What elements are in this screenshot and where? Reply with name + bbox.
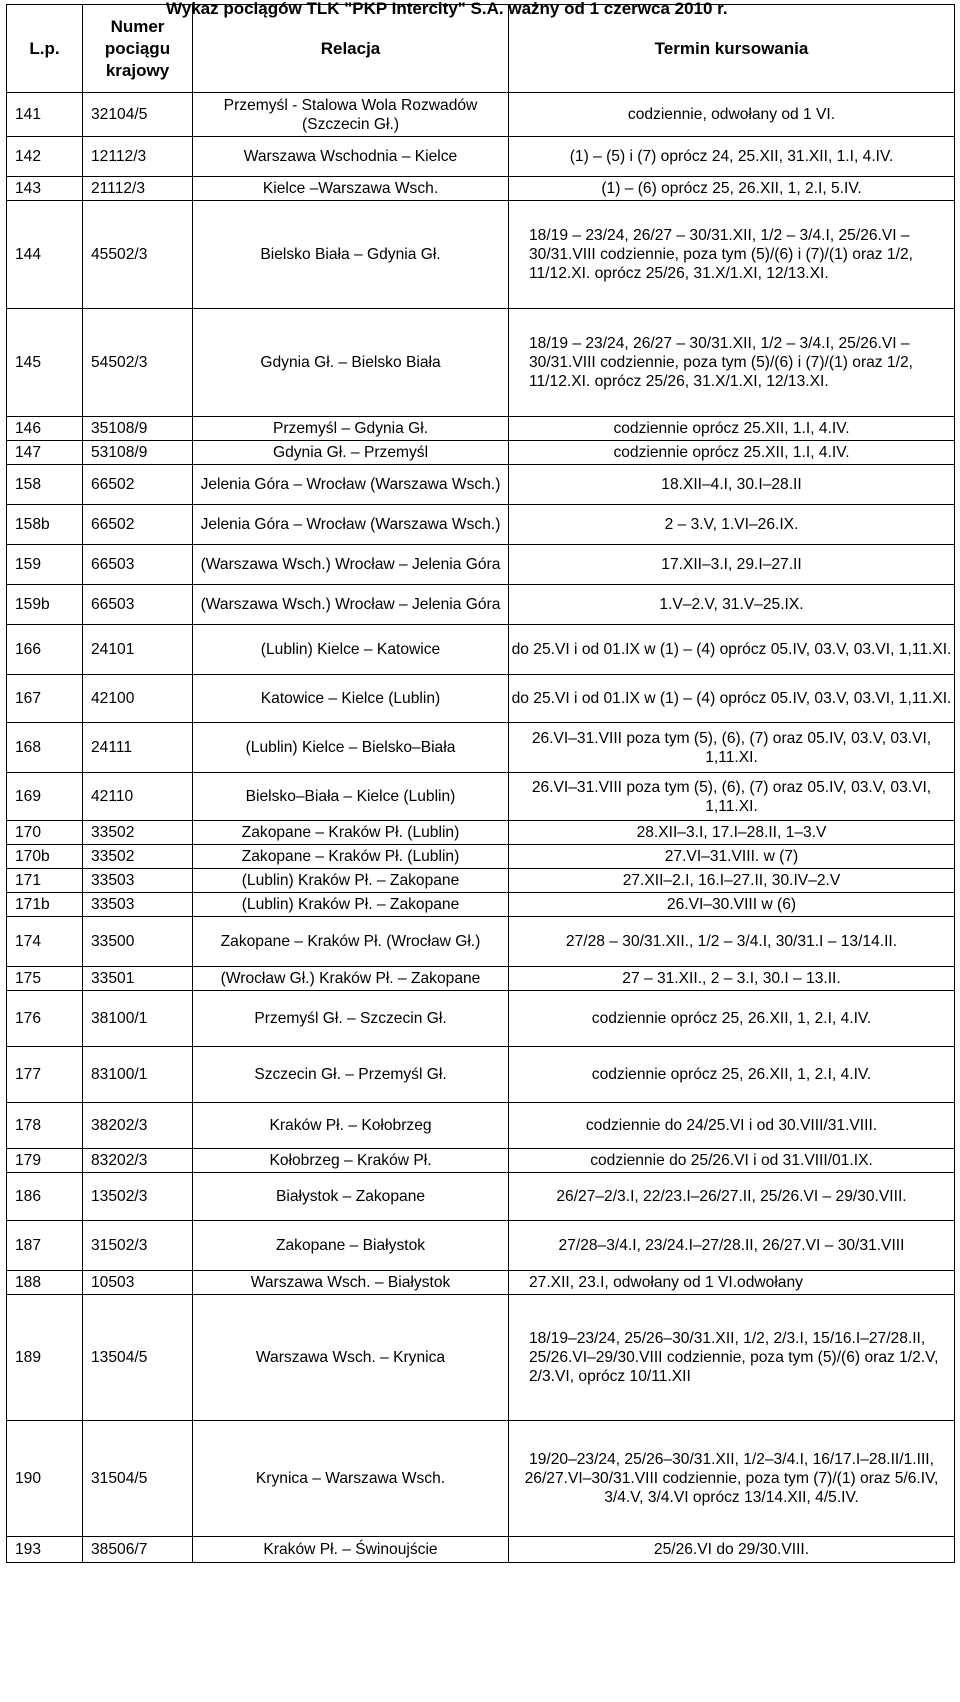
table-row [7, 869, 955, 893]
schedule-cell: 27.XII–2.I, 16.I–27.II, 30.IV–2.V [509, 869, 955, 893]
train-number-cell: 42110 [83, 773, 193, 821]
row-lp-cell: 171b [7, 893, 83, 917]
table-row [7, 1537, 955, 1563]
train-number-cell: 13504/5 [83, 1295, 193, 1421]
row-lp-cell: 158b [7, 505, 83, 545]
table-row [7, 1221, 955, 1271]
route-cell: Przemyśl – Gdynia Gł. [193, 417, 509, 441]
train-number-cell: 54502/3 [83, 309, 193, 417]
train-number-cell: 53108/9 [83, 441, 193, 465]
route-cell: Kołobrzeg – Kraków Pł. [193, 1149, 509, 1173]
route-cell: Krynica – Warszawa Wsch. [193, 1421, 509, 1537]
row-lp-cell: 141 [7, 93, 83, 137]
table-row [7, 201, 955, 309]
train-number-cell: 33502 [83, 821, 193, 845]
row-lp-cell: 146 [7, 417, 83, 441]
route-cell: (Warszawa Wsch.) Wrocław – Jelenia Góra [193, 585, 509, 625]
row-lp-cell: 177 [7, 1047, 83, 1103]
train-number-cell: 31504/5 [83, 1421, 193, 1537]
schedule-cell: 1.V–2.V, 31.V–25.IX. [509, 585, 955, 625]
table-row [7, 1149, 955, 1173]
schedule-cell: 18/19–23/24, 25/26–30/31.XII, 1/2, 2/3.I, 15/16.I–27/28.II, 25/26.VI–29/30.VIII codziennie, poza tym (5)/(6) oraz 1/2.V, 2/3.VI, oprócz 10/11.XII [509, 1295, 955, 1421]
table-row [7, 417, 955, 441]
row-lp-cell: 186 [7, 1173, 83, 1221]
schedule-cell: 26.VI–30.VIII w (6) [509, 893, 955, 917]
schedule-cell: 27 – 31.XII., 2 – 3.I, 30.I – 13.II. [509, 967, 955, 991]
route-cell: (Lublin) Kraków Pł. – Zakopane [193, 893, 509, 917]
schedule-cell: codziennie oprócz 25.XII, 1.I, 4.IV. [509, 441, 955, 465]
train-number-cell: 13502/3 [83, 1173, 193, 1221]
train-number-cell: 42100 [83, 675, 193, 723]
table-row [7, 773, 955, 821]
table-row [7, 1047, 955, 1103]
route-cell: Zakopane – Kraków Pł. (Lublin) [193, 845, 509, 869]
table-row [7, 1295, 955, 1421]
row-lp-cell: 187 [7, 1221, 83, 1271]
row-lp-cell: 168 [7, 723, 83, 773]
train-number-cell: 31502/3 [83, 1221, 193, 1271]
row-lp-cell: 142 [7, 137, 83, 177]
table-row [7, 893, 955, 917]
train-number-cell: 24101 [83, 625, 193, 675]
row-lp-cell: 188 [7, 1271, 83, 1295]
train-number-cell: 66503 [83, 585, 193, 625]
row-lp-cell: 170b [7, 845, 83, 869]
route-cell: (Lublin) Kraków Pł. – Zakopane [193, 869, 509, 893]
schedule-cell: 27.XII, 23.I, odwołany od 1 VI.odwołany [509, 1271, 955, 1295]
table-row [7, 1173, 955, 1221]
train-number-cell: 21112/3 [83, 177, 193, 201]
schedule-cell: 27.VI–31.VIII. w (7) [509, 845, 955, 869]
row-lp-cell: 166 [7, 625, 83, 675]
table-row [7, 967, 955, 991]
train-number-cell: 10503 [83, 1271, 193, 1295]
schedule-cell: (1) – (5) i (7) oprócz 24, 25.XII, 31.XII, 1.I, 4.IV. [509, 137, 955, 177]
train-number-cell: 33502 [83, 845, 193, 869]
row-lp-cell: 189 [7, 1295, 83, 1421]
row-lp-cell: 193 [7, 1537, 83, 1563]
route-cell: Jelenia Góra – Wrocław (Warszawa Wsch.) [193, 505, 509, 545]
row-lp-cell: 167 [7, 675, 83, 723]
header-route: Relacja [193, 5, 509, 93]
train-number-cell: 38202/3 [83, 1103, 193, 1149]
train-number-cell: 12112/3 [83, 137, 193, 177]
header-train-number: Numer pociągu krajowy [83, 5, 193, 93]
schedule-cell: codziennie do 25/26.VI i od 31.VIII/01.IX. [509, 1149, 955, 1173]
row-lp-cell: 175 [7, 967, 83, 991]
route-cell: Warszawa Wsch. – Krynica [193, 1295, 509, 1421]
route-cell: Warszawa Wsch. – Białystok [193, 1271, 509, 1295]
row-lp-cell: 159b [7, 585, 83, 625]
route-cell: Przemyśl - Stalowa Wola Rozwadów (Szczecin Gł.) [193, 93, 509, 137]
header-lp: L.p. [7, 5, 83, 93]
route-cell: Kielce –Warszawa Wsch. [193, 177, 509, 201]
row-lp-cell: 179 [7, 1149, 83, 1173]
header-schedule: Termin kursowania [509, 5, 955, 93]
schedule-cell: codziennie, odwołany od 1 VI. [509, 93, 955, 137]
table-row [7, 991, 955, 1047]
table-row [7, 1103, 955, 1149]
schedule-cell: codziennie oprócz 25, 26.XII, 1, 2.I, 4.IV. [509, 1047, 955, 1103]
train-number-cell: 66503 [83, 545, 193, 585]
schedule-cell: 26.VI–31.VIII poza tym (5), (6), (7) oraz 05.IV, 03.V, 03.VI, 1,11.XI. [509, 773, 955, 821]
table-row [7, 93, 955, 137]
schedule-cell: 18.XII–4.I, 30.I–28.II [509, 465, 955, 505]
row-lp-cell: 169 [7, 773, 83, 821]
route-cell: Zakopane – Kraków Pł. (Lublin) [193, 821, 509, 845]
header-row [7, 5, 955, 93]
row-lp-cell: 158 [7, 465, 83, 505]
train-number-cell: 38100/1 [83, 991, 193, 1047]
schedule-cell: codziennie oprócz 25.XII, 1.I, 4.IV. [509, 417, 955, 441]
train-number-cell: 35108/9 [83, 417, 193, 441]
train-number-cell: 33501 [83, 967, 193, 991]
schedule-cell: 28.XII–3.I, 17.I–28.II, 1–3.V [509, 821, 955, 845]
schedule-cell: do 25.VI i od 01.IX w (1) – (4) oprócz 05.IV, 03.V, 03.VI, 1,11.XI. [509, 675, 955, 723]
route-cell: Białystok – Zakopane [193, 1173, 509, 1221]
table-body [7, 93, 955, 1563]
route-cell: Bielsko Biała – Gdynia Gł. [193, 201, 509, 309]
route-cell: Szczecin Gł. – Przemyśl Gł. [193, 1047, 509, 1103]
route-cell: Gdynia Gł. – Bielsko Biała [193, 309, 509, 417]
route-cell: (Warszawa Wsch.) Wrocław – Jelenia Góra [193, 545, 509, 585]
schedule-cell: 27/28 – 30/31.XII., 1/2 – 3/4.I, 30/31.I – 13/14.II. [509, 917, 955, 967]
table-row [7, 441, 955, 465]
train-number-cell: 38506/7 [83, 1537, 193, 1563]
row-lp-cell: 190 [7, 1421, 83, 1537]
schedule-cell: 27/28–3/4.I, 23/24.I–27/28.II, 26/27.VI – 30/31.VIII [509, 1221, 955, 1271]
route-cell: (Lublin) Kielce – Katowice [193, 625, 509, 675]
route-cell: Zakopane – Kraków Pł. (Wrocław Gł.) [193, 917, 509, 967]
table-row [7, 1421, 955, 1537]
row-lp-cell: 174 [7, 917, 83, 967]
table-row [7, 309, 955, 417]
train-number-cell: 45502/3 [83, 201, 193, 309]
table-row [7, 545, 955, 585]
schedule-cell: 26.VI–31.VIII poza tym (5), (6), (7) oraz 05.IV, 03.V, 03.VI, 1,11.XI. [509, 723, 955, 773]
train-number-cell: 32104/5 [83, 93, 193, 137]
train-number-cell: 83202/3 [83, 1149, 193, 1173]
train-number-cell: 66502 [83, 465, 193, 505]
table-row [7, 465, 955, 505]
table-row [7, 675, 955, 723]
schedule-cell: 2 – 3.V, 1.VI–26.IX. [509, 505, 955, 545]
row-lp-cell: 170 [7, 821, 83, 845]
route-cell: Kraków Pł. – Kołobrzeg [193, 1103, 509, 1149]
route-cell: Katowice – Kielce (Lublin) [193, 675, 509, 723]
row-lp-cell: 159 [7, 545, 83, 585]
table-row [7, 917, 955, 967]
schedule-cell: codziennie oprócz 25, 26.XII, 1, 2.I, 4.IV. [509, 991, 955, 1047]
route-cell: Kraków Pł. – Świnoujście [193, 1537, 509, 1563]
schedule-cell: 18/19 – 23/24, 26/27 – 30/31.XII, 1/2 – 3/4.I, 25/26.VI – 30/31.VIII codziennie, poza tym (5)/(6) i (7)/(1) oraz 1/2, 11/12.XI. oprócz 25/26, 31.X/1.XI, 12/13.XI. [509, 201, 955, 309]
table-row [7, 821, 955, 845]
table-row [7, 585, 955, 625]
schedule-cell: (1) – (6) oprócz 25, 26.XII, 1, 2.I, 5.IV. [509, 177, 955, 201]
table-row [7, 505, 955, 545]
route-cell: Jelenia Góra – Wrocław (Warszawa Wsch.) [193, 465, 509, 505]
route-cell: Przemyśl Gł. – Szczecin Gł. [193, 991, 509, 1047]
schedule-cell: 17.XII–3.I, 29.I–27.II [509, 545, 955, 585]
route-cell: Bielsko–Biała – Kielce (Lublin) [193, 773, 509, 821]
table-row [7, 723, 955, 773]
route-cell: Zakopane – Białystok [193, 1221, 509, 1271]
row-lp-cell: 178 [7, 1103, 83, 1149]
train-number-cell: 83100/1 [83, 1047, 193, 1103]
schedule-cell: 18/19 – 23/24, 26/27 – 30/31.XII, 1/2 – 3/4.I, 25/26.VI – 30/31.VIII codziennie, poza tym (5)/(6) i (7)/(1) oraz 1/2, 11/12.XI. oprócz 25/26, 31.X/1.XI, 12/13.XI. [509, 309, 955, 417]
row-lp-cell: 144 [7, 201, 83, 309]
train-number-cell: 66502 [83, 505, 193, 545]
schedule-cell: codziennie do 24/25.VI i od 30.VIII/31.VIII. [509, 1103, 955, 1149]
train-number-cell: 24111 [83, 723, 193, 773]
train-schedule-table [6, 4, 955, 1563]
table-row [7, 1271, 955, 1295]
schedule-cell: 26/27–2/3.I, 22/23.I–26/27.II, 25/26.VI – 29/30.VIII. [509, 1173, 955, 1221]
schedule-cell: do 25.VI i od 01.IX w (1) – (4) oprócz 05.IV, 03.V, 03.VI, 1,11.XI. [509, 625, 955, 675]
table-row [7, 625, 955, 675]
train-number-cell: 33503 [83, 869, 193, 893]
table-row [7, 177, 955, 201]
route-cell: Gdynia Gł. – Przemyśl [193, 441, 509, 465]
row-lp-cell: 147 [7, 441, 83, 465]
row-lp-cell: 143 [7, 177, 83, 201]
train-number-cell: 33500 [83, 917, 193, 967]
route-cell: (Lublin) Kielce – Bielsko–Biała [193, 723, 509, 773]
schedule-cell: 25/26.VI do 29/30.VIII. [509, 1537, 955, 1563]
row-lp-cell: 145 [7, 309, 83, 417]
table-row [7, 137, 955, 177]
train-number-cell: 33503 [83, 893, 193, 917]
table-row [7, 845, 955, 869]
schedule-cell: 19/20–23/24, 25/26–30/31.XII, 1/2–3/4.I, 16/17.I–28.II/1.III, 26/27.VI–30/31.VIII codziennie, poza tym (7)/(1) oraz 5/6.IV, 3/4.V, 3/4.VI oprócz 13/14.XII, 4/5.IV. [509, 1421, 955, 1537]
route-cell: (Wrocław Gł.) Kraków Pł. – Zakopane [193, 967, 509, 991]
document-title: Wykaz pociągów TLK "PKP Intercity" S.A. ważny od 1 czerwca 2010 r. [166, 0, 728, 18]
row-lp-cell: 171 [7, 869, 83, 893]
route-cell: Warszawa Wschodnia – Kielce [193, 137, 509, 177]
row-lp-cell: 176 [7, 991, 83, 1047]
